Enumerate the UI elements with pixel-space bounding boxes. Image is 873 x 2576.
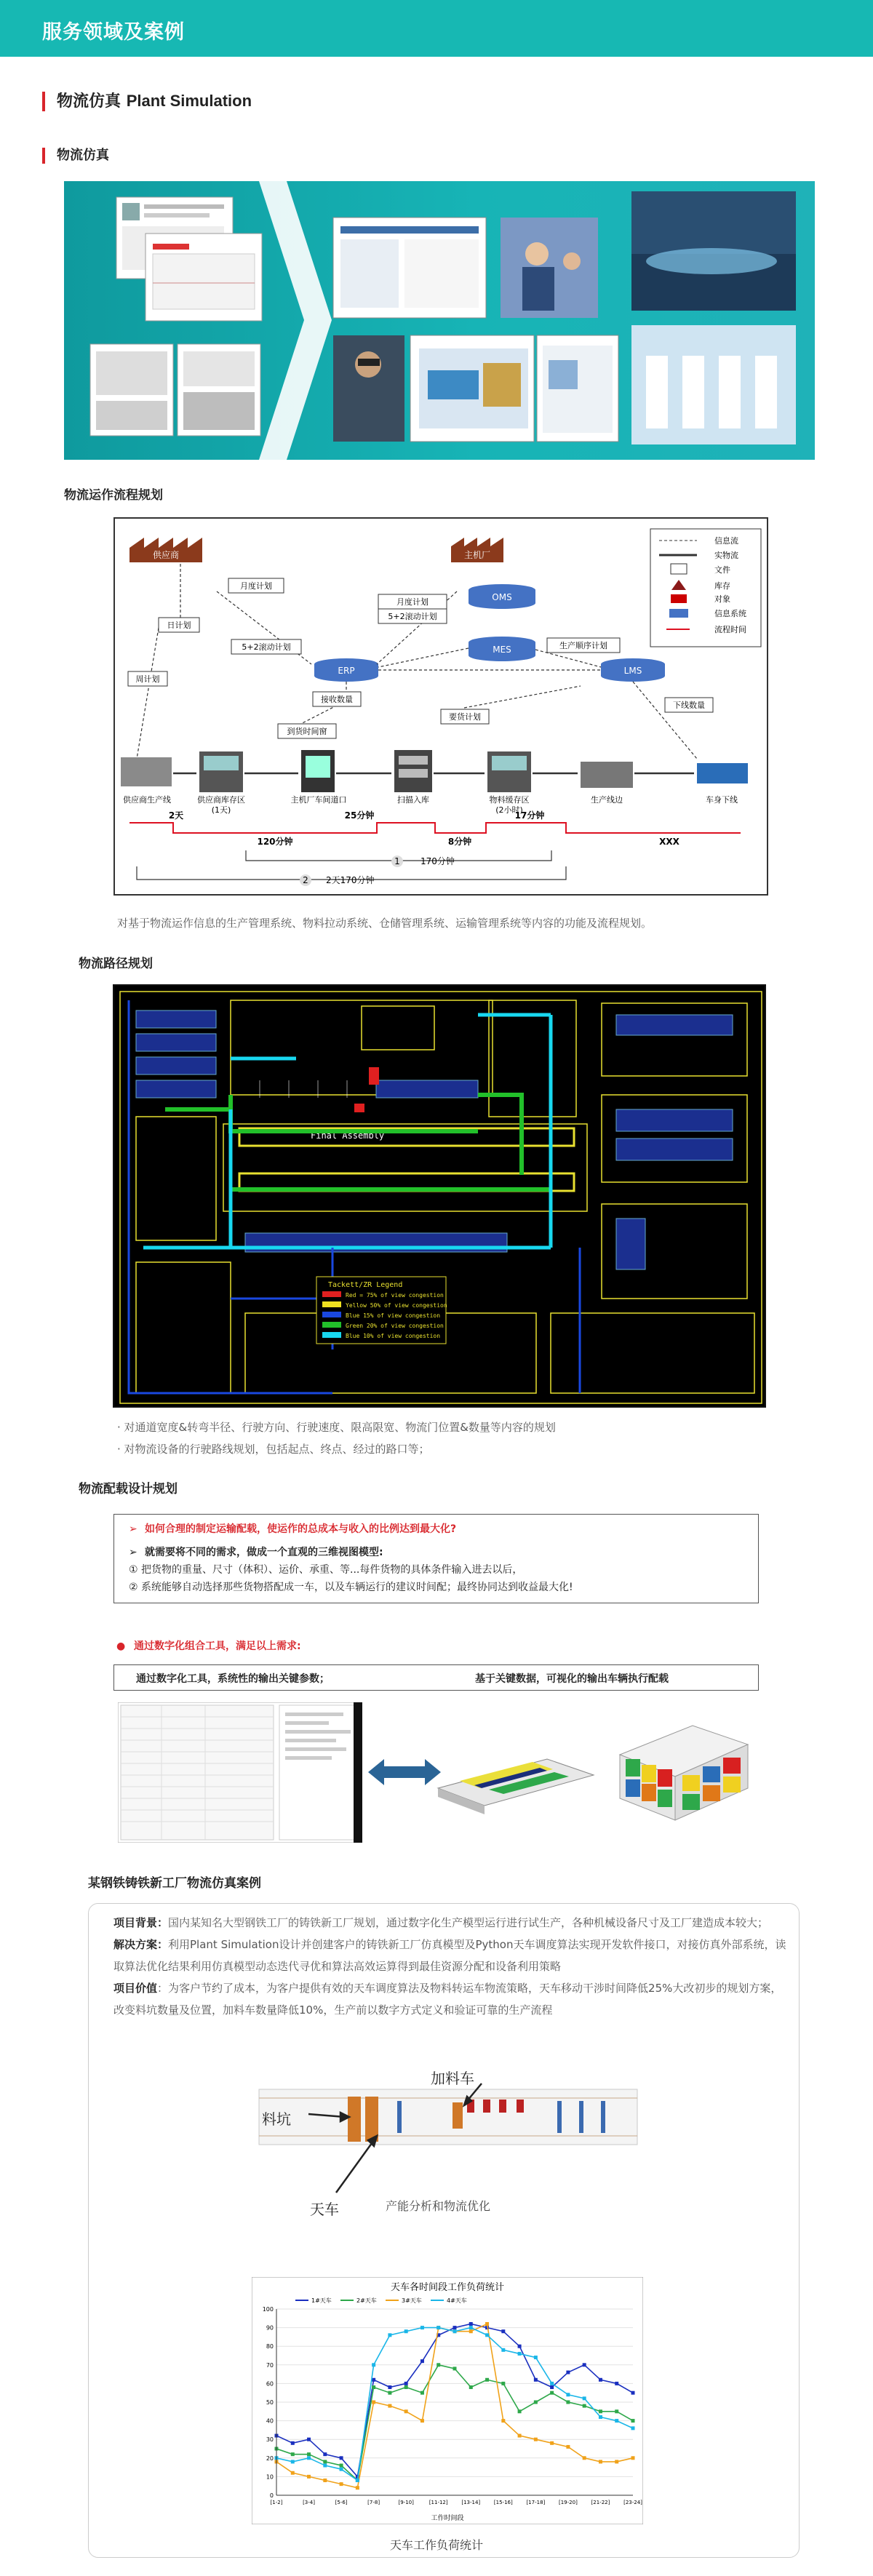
chart-point xyxy=(436,2326,440,2329)
svg-text:库存: 库存 xyxy=(714,581,730,591)
chart-point xyxy=(599,2415,602,2419)
chart-point xyxy=(323,2464,327,2468)
chart-y-tick-label: 100 xyxy=(262,2306,274,2313)
svg-text:2: 2 xyxy=(303,875,308,885)
logistics-flow-diagram xyxy=(113,517,768,896)
route-caption-2: · 对物流设备的行驶路线规划，包括起点、终点、经过的路口等； xyxy=(117,1443,430,1456)
chart-title: 天车各时间段工作负荷统计 xyxy=(390,2282,505,2293)
chart-point xyxy=(631,2456,635,2460)
svg-text:车身下线: 车身下线 xyxy=(706,795,738,805)
distribution-question-box xyxy=(113,1514,759,1603)
svg-text:17分钟: 17分钟 xyxy=(514,810,545,821)
case-value: 项目价值：为客户节约了成本，为客户提供有效的天车调度算法及物料转运车物流策略，天车移动干涉时间降低25%大改初步的规划方案，改变料坑数量及位置，加料车数量降低10%，生产前以数字方式定义和验证可靠的生产流程 xyxy=(113,1982,782,2017)
chart-x-tick-label: [15-16] xyxy=(493,2500,513,2505)
distribution-title: 物流配载设计规划 xyxy=(79,1482,178,1496)
case-solution: 解决方案：利用Plant Simulation设计并创建客户的铸铁新工厂仿真模型及Python天车调度算法实现开发软件接口，对接仿真外部系统，读取算法优化结果利用仿真模型动态迭代寻优和算法高效运算得到最佳资源分配和设备利用策略 xyxy=(113,1938,786,1973)
chart-point xyxy=(404,2329,408,2333)
chart-x-tick-label: [17-18] xyxy=(526,2500,546,2505)
svg-text:XXX: XXX xyxy=(659,837,679,847)
double-arrow-icon xyxy=(368,1758,441,1787)
node-oem: 主机厂 xyxy=(463,550,491,560)
parameter-table-svg xyxy=(118,1702,362,1843)
chart-y-tick-label: 60 xyxy=(266,2380,274,2388)
chart-point xyxy=(469,2329,473,2333)
svg-text:Red = 75% of view congestion: Red = 75% of view congestion xyxy=(346,1292,444,1299)
chart-point xyxy=(631,2391,635,2395)
chart-point xyxy=(323,2460,327,2463)
section-title xyxy=(42,92,252,111)
svg-text:流程时间: 流程时间 xyxy=(714,625,746,634)
chart-point xyxy=(291,2471,295,2475)
svg-text:日计划: 日计划 xyxy=(167,621,191,630)
plan-labels xyxy=(128,578,713,738)
document-stack-2 xyxy=(146,234,262,321)
chart-point xyxy=(518,2434,522,2438)
flow-legend xyxy=(650,529,761,647)
svg-text:实物流: 实物流 xyxy=(714,551,738,560)
chart-point xyxy=(501,2329,505,2333)
svg-text:5+2滚动计划: 5+2滚动计划 xyxy=(242,642,291,652)
collage-graphic xyxy=(64,181,815,460)
distribution-question: ➢ 如何合理的制定运输配载，使运作的总成本与收入的比例达到最大化? xyxy=(129,1523,457,1535)
chart-point xyxy=(372,2385,375,2389)
case-background: 项目背景：国内某知名大型钢铁工厂的铸铁新工厂规划，通过数字化生产模型运行进行试生产，各种机械设备尺寸及工厂建造成本较大； xyxy=(113,1916,769,1929)
chart-point xyxy=(436,2363,440,2366)
route-title: 物流路径规划 xyxy=(79,957,153,971)
svg-text:170分钟: 170分钟 xyxy=(420,856,455,866)
chart-point xyxy=(631,2419,635,2423)
svg-text:(2小时): (2小时) xyxy=(495,805,523,815)
svg-text:扫描入库: 扫描入库 xyxy=(397,795,429,805)
flow-title: 物流运作流程规划 xyxy=(64,488,163,503)
route-planning-map xyxy=(113,984,766,1408)
svg-text:OMS: OMS xyxy=(492,592,512,602)
svg-text:Blue 15% of view congestion: Blue 15% of view congestion xyxy=(346,1312,441,1319)
svg-text:月度计划: 月度计划 xyxy=(240,581,272,591)
chart-point xyxy=(388,2333,391,2337)
chart-point xyxy=(453,2326,457,2329)
svg-text:生产线边: 生产线边 xyxy=(591,795,623,805)
chart-point xyxy=(550,2382,554,2385)
svg-text:主机厂车间道口: 主机厂车间道口 xyxy=(290,795,347,805)
system-erp xyxy=(314,658,378,682)
system-mes xyxy=(469,637,535,661)
chart-point xyxy=(615,2460,618,2463)
chart-x-tick-label: [21-22] xyxy=(591,2500,610,2505)
chart-point xyxy=(372,2378,375,2382)
chart-point xyxy=(501,2382,505,2385)
foundry-simulation-layout xyxy=(252,2054,643,2231)
chart-point xyxy=(469,2385,473,2389)
chart-point xyxy=(372,2363,375,2366)
chart-point xyxy=(485,2333,489,2337)
parameter-table-screenshot xyxy=(118,1702,362,1843)
chart-point xyxy=(599,2409,602,2413)
svg-text:供应商生产线: 供应商生产线 xyxy=(123,795,171,805)
svg-text:要货计划: 要货计划 xyxy=(449,712,481,722)
route-caption-1: · 对通道宽度&转弯半径、行驶方向、行驶速度、限高限宽、物流门位置&数量等内容的规划 xyxy=(117,1421,556,1434)
document-stack-3 xyxy=(90,344,260,436)
chart-x-tick-label: [3-4] xyxy=(303,2500,315,2505)
chart-point xyxy=(599,2378,602,2382)
flow-diagram-svg xyxy=(115,519,768,896)
svg-text:8分钟: 8分钟 xyxy=(447,837,472,847)
chart-x-tick-label: [23-24] xyxy=(623,2500,642,2505)
stage-labels xyxy=(123,794,738,815)
chart-point xyxy=(599,2460,602,2463)
chart-point xyxy=(420,2391,424,2395)
chart-point xyxy=(404,2409,408,2413)
chart-point xyxy=(323,2452,327,2456)
chart-point xyxy=(566,2371,570,2374)
chart-point xyxy=(550,2441,554,2445)
svg-text:5+2滚动计划: 5+2滚动计划 xyxy=(388,612,437,621)
svg-text:Tackett/ZR Legend: Tackett/ZR Legend xyxy=(328,1281,403,1289)
chart-point xyxy=(356,2486,359,2489)
chart-point xyxy=(485,2378,489,2382)
case-title: 某钢铁铸铁新工厂物流仿真案例 xyxy=(88,1876,261,1891)
chart-point xyxy=(291,2460,295,2463)
distribution-need-item-1: ① 把货物的重量、尺寸（体积）、运价、承重、等...每件货物的具体条件输入进去以后， xyxy=(129,1564,523,1576)
chart-point xyxy=(518,2352,522,2356)
chart-point xyxy=(566,2401,570,2404)
chart-x-tick-label: [13-14] xyxy=(461,2500,481,2505)
digital-right-text: 基于关键数据，可视化的输出车辆执行配载 xyxy=(475,1673,669,1685)
chart-point xyxy=(485,2322,489,2326)
chart-point xyxy=(307,2475,311,2479)
final-assembly-label: Final Assembly xyxy=(311,1131,385,1141)
chart-x-tick-label: [19-20] xyxy=(559,2500,578,2505)
chart-svg xyxy=(252,2277,643,2524)
distribution-need-title: ➢ 就需要将不同的需求，做成一个直观的三维视图模型: xyxy=(129,1547,383,1558)
chart-y-tick-label: 50 xyxy=(266,2399,274,2406)
chart-y-tick-label: 0 xyxy=(269,2492,274,2499)
chevron-arrow-icon xyxy=(259,181,332,460)
chart-point xyxy=(550,2385,554,2389)
svg-text:(1天): (1天) xyxy=(211,805,231,815)
system-oms xyxy=(469,584,535,609)
svg-text:LMS: LMS xyxy=(623,666,642,676)
chart-point xyxy=(534,2378,538,2382)
chart-point xyxy=(583,2456,586,2460)
chart-point xyxy=(388,2404,391,2408)
chart-x-tick-label: [5-6] xyxy=(335,2500,348,2505)
chart-point xyxy=(388,2391,391,2395)
svg-text:供应商库存区: 供应商库存区 xyxy=(197,795,245,805)
subsection-title: 物流仿真 xyxy=(42,148,109,164)
chart-point xyxy=(404,2385,408,2389)
chart-point xyxy=(583,2363,586,2366)
svg-text:25分钟: 25分钟 xyxy=(344,810,375,821)
material-flow-icons xyxy=(121,750,748,792)
svg-text:接收数量: 接收数量 xyxy=(321,695,353,704)
chart-point xyxy=(340,2464,343,2468)
chart-y-tick-label: 40 xyxy=(266,2417,274,2425)
foundry-layout-svg xyxy=(252,2054,643,2231)
svg-text:Blue 10% of view congestion: Blue 10% of view congestion xyxy=(346,1333,441,1339)
chart-point xyxy=(453,2366,457,2370)
chart-y-tick-label: 20 xyxy=(266,2455,274,2462)
chart-point xyxy=(340,2468,343,2471)
chart-point xyxy=(469,2322,473,2326)
label-charging-car: 加料车 xyxy=(431,2070,474,2087)
chart-point xyxy=(420,2419,424,2423)
digital-left-text: 通过数字化工具，系统性的输出关键参数； xyxy=(136,1673,330,1685)
chart-point xyxy=(534,2438,538,2441)
chart-point xyxy=(372,2401,375,2404)
digital-tool-title: ● 通过数字化组合工具，满足以上需求: xyxy=(116,1640,301,1652)
svg-text:MES: MES xyxy=(493,645,511,655)
section-title-en: Plant Simulation xyxy=(126,92,252,110)
chart-point xyxy=(356,2479,359,2482)
time-line xyxy=(129,823,741,833)
total-time-labels xyxy=(300,856,455,886)
label-crane: 天车 xyxy=(310,2201,339,2218)
chart-legend-label: 4#天车 xyxy=(447,2297,467,2304)
simulation-collage xyxy=(64,181,815,460)
chart-point xyxy=(307,2456,311,2460)
chart-point xyxy=(583,2404,586,2408)
label-pit: 料坑 xyxy=(262,2110,291,2128)
svg-text:2天170分钟: 2天170分钟 xyxy=(326,875,375,885)
chart-y-tick-label: 90 xyxy=(266,2324,274,2332)
chart-x-tick-label: [7-8] xyxy=(367,2500,380,2505)
chart-point xyxy=(388,2385,391,2389)
chart-x-tick-label: [11-12] xyxy=(428,2500,448,2505)
svg-text:1: 1 xyxy=(394,856,400,866)
chart-point xyxy=(340,2482,343,2486)
chart-x-tick-label: [1-2] xyxy=(270,2500,283,2505)
chart-point xyxy=(631,2426,635,2430)
svg-text:对象: 对象 xyxy=(714,594,730,604)
svg-text:物料缓存区: 物料缓存区 xyxy=(489,795,530,805)
chart-point xyxy=(340,2456,343,2460)
chart-point xyxy=(291,2452,295,2456)
truck-3d-svg xyxy=(431,1730,601,1825)
chart-point xyxy=(583,2396,586,2400)
chart-point xyxy=(469,2326,473,2329)
chart-legend-label: 1#天车 xyxy=(311,2297,332,2304)
header-bar xyxy=(0,0,873,57)
distribution-need-item-2: ② 系统能够自动选择那些货物搭配成一车，以及车辆运行的建议时间配；最终协同达到收益最大化! xyxy=(129,1582,573,1593)
chart-point xyxy=(404,2382,408,2385)
chart-caption: 天车工作负荷统计 xyxy=(389,2538,483,2552)
chart-y-tick-label: 80 xyxy=(266,2343,274,2350)
chart-point xyxy=(534,2356,538,2359)
svg-text:文件: 文件 xyxy=(714,565,730,575)
flow-caption: 对基于物流运作信息的生产管理系统、物料拉动系统、仓储管理系统、运输管理系统等内容的功能及流程规划。 xyxy=(117,917,653,930)
sim-caption: 产能分析和物流优化 xyxy=(386,2199,491,2213)
chart-point xyxy=(453,2329,457,2333)
truck-3d-model xyxy=(431,1730,601,1825)
chart-xlabel: 工作时间段 xyxy=(431,2515,464,2522)
chart-point xyxy=(615,2409,618,2413)
svg-text:120分钟: 120分钟 xyxy=(257,837,293,847)
system-lms xyxy=(601,658,665,682)
svg-text:Green 20% of view congestion: Green 20% of view congestion xyxy=(346,1323,444,1329)
svg-text:周计划: 周计划 xyxy=(135,674,160,684)
chart-point xyxy=(323,2479,327,2482)
page-title: 服务领域及案例 xyxy=(42,21,185,44)
chart-legend-label: 3#天车 xyxy=(402,2297,422,2304)
chart-point xyxy=(307,2438,311,2441)
chart-y-tick-label: 70 xyxy=(266,2361,274,2369)
chart-y-tick-label: 10 xyxy=(266,2473,274,2481)
chart-legend-label: 2#天车 xyxy=(356,2297,377,2304)
congestion-legend xyxy=(316,1277,447,1344)
chart-point xyxy=(501,2348,505,2352)
chart-point xyxy=(420,2326,424,2329)
crane-workload-chart xyxy=(252,2277,643,2524)
svg-text:生产顺序计划: 生产顺序计划 xyxy=(559,641,607,650)
svg-text:信息流: 信息流 xyxy=(714,536,738,546)
chart-y-tick-label: 30 xyxy=(266,2436,274,2444)
svg-text:2天: 2天 xyxy=(168,810,184,821)
chart-point xyxy=(550,2391,554,2395)
chart-point xyxy=(615,2382,618,2385)
chart-point xyxy=(566,2393,570,2396)
cargo-3d-model xyxy=(613,1711,755,1825)
chart-x-tick-label: [9-10] xyxy=(398,2500,414,2505)
photo-vr-user xyxy=(333,335,404,442)
svg-text:月度计划: 月度计划 xyxy=(396,597,428,607)
chart-point xyxy=(518,2409,522,2413)
case-description xyxy=(113,1912,786,2021)
svg-text:ERP: ERP xyxy=(338,666,355,676)
time-labels xyxy=(169,810,680,847)
section-title-cn: 物流仿真 xyxy=(57,92,121,111)
chart-point xyxy=(566,2445,570,2449)
node-supplier: 供应商 xyxy=(152,550,180,560)
route-map-svg xyxy=(114,986,766,1408)
chart-point xyxy=(615,2419,618,2423)
svg-text:信息系统: 信息系统 xyxy=(714,609,746,618)
chart-point xyxy=(307,2452,311,2456)
svg-text:到货时间窗: 到货时间窗 xyxy=(287,727,327,736)
svg-text:下线数量: 下线数量 xyxy=(673,701,705,710)
chart-point xyxy=(501,2419,505,2423)
chart-point xyxy=(518,2345,522,2348)
chart-point xyxy=(420,2359,424,2363)
digital-tool-box xyxy=(113,1664,759,1691)
svg-text:Yellow 50% of view congestion: Yellow 50% of view congestion xyxy=(346,1302,447,1309)
chart-point xyxy=(534,2401,538,2404)
cargo-3d-svg xyxy=(613,1711,755,1825)
chart-point xyxy=(291,2441,295,2445)
